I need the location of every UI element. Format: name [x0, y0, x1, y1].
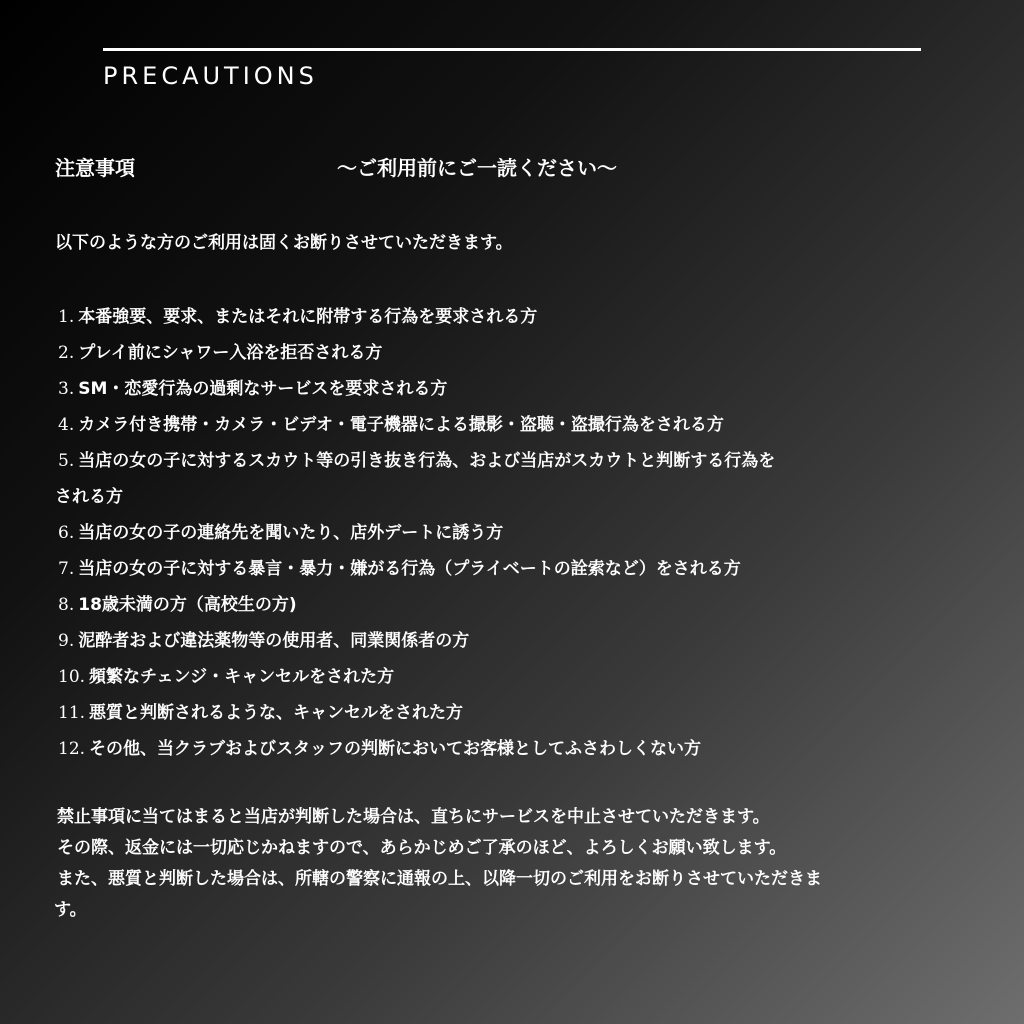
footer-line-text: また、悪質と判断した場合は、所轄の警察に通報の上、以降一切のご利用をお断りさせていただきま	[57, 869, 822, 889]
list-item-text: 18歳未満の方（高校生の方)	[78, 595, 297, 615]
list-item-continuation: される方	[55, 487, 123, 507]
list-item	[55, 443, 968, 515]
list-item-number: 5.	[58, 451, 75, 471]
intro-text: 以下のような方のご利用は固くお断りさせていただきます。	[55, 233, 513, 253]
list-item-number: 11.	[58, 703, 86, 723]
list-item-text: 本番強要、要求、またはそれに附帯する行為を要求される方	[78, 307, 538, 327]
list-item	[58, 623, 968, 659]
list-item	[58, 335, 968, 371]
footer-notice	[54, 802, 967, 926]
rules-list	[55, 299, 968, 767]
list-item-text: その他、当クラブおよびスタッフの判断においてお客様としてふさわしくない方	[89, 739, 702, 759]
page-subtitle: 〜ご利用前にご一読ください〜	[337, 156, 617, 180]
footer-line	[54, 864, 967, 926]
list-item	[58, 371, 968, 407]
list-item	[58, 515, 968, 551]
top-divider	[103, 48, 921, 51]
list-item-number: 8.	[58, 595, 75, 615]
list-item-text: SM・恋愛行為の過剰なサービスを要求される方	[78, 379, 448, 399]
section-label: PRECAUTIONS	[103, 62, 318, 90]
list-item-number: 9.	[58, 631, 75, 651]
list-item-text: プレイ前にシャワー入浴を拒否される方	[78, 343, 383, 363]
list-item-number: 10.	[58, 667, 86, 687]
list-item	[58, 731, 968, 767]
list-item-text: カメラ付き携帯・カメラ・ビデオ・電子機器による撮影・盗聴・盗撮行為をされる方	[78, 415, 724, 435]
list-item-text: 当店の女の子に対する暴言・暴力・嫌がる行為（プライベートの詮索など）をされる方	[78, 559, 741, 579]
list-item	[58, 407, 968, 443]
list-item-number: 7.	[58, 559, 75, 579]
page-title-row	[55, 152, 955, 182]
list-item	[58, 659, 968, 695]
list-item-text: 当店の女の子に対するスカウト等の引き抜き行為、および当店がスカウトと判断する行為を	[78, 451, 776, 471]
list-item	[58, 695, 968, 731]
list-item-number: 12.	[58, 739, 86, 759]
list-item	[58, 587, 968, 623]
list-item-text: 頻繁なチェンジ・キャンセルをされた方	[89, 667, 395, 687]
list-item	[58, 299, 968, 335]
list-item-text: 当店の女の子の連絡先を聞いたり、店外デートに誘う方	[78, 523, 504, 543]
list-item-text: 悪質と判断されるような、キャンセルをされた方	[89, 703, 464, 723]
footer-line-continuation: す。	[54, 900, 87, 920]
list-item	[58, 551, 968, 587]
list-item-number: 1.	[58, 307, 75, 327]
list-item-number: 4.	[58, 415, 75, 435]
list-item-number: 6.	[58, 523, 75, 543]
list-item-number: 3.	[58, 379, 75, 399]
footer-line: 禁止事項に当てはまると当店が判断した場合は、直ちにサービスを中止させていただきます。	[57, 807, 770, 827]
list-item-number: 2.	[58, 343, 75, 363]
page-title: 注意事項	[55, 156, 135, 180]
footer-line: その際、返金には一切応じかねますので、あらかじめご了承のほど、よろしくお願い致します。	[57, 838, 787, 858]
list-item-text: 泥酔者および違法薬物等の使用者、同業関係者の方	[78, 631, 470, 651]
